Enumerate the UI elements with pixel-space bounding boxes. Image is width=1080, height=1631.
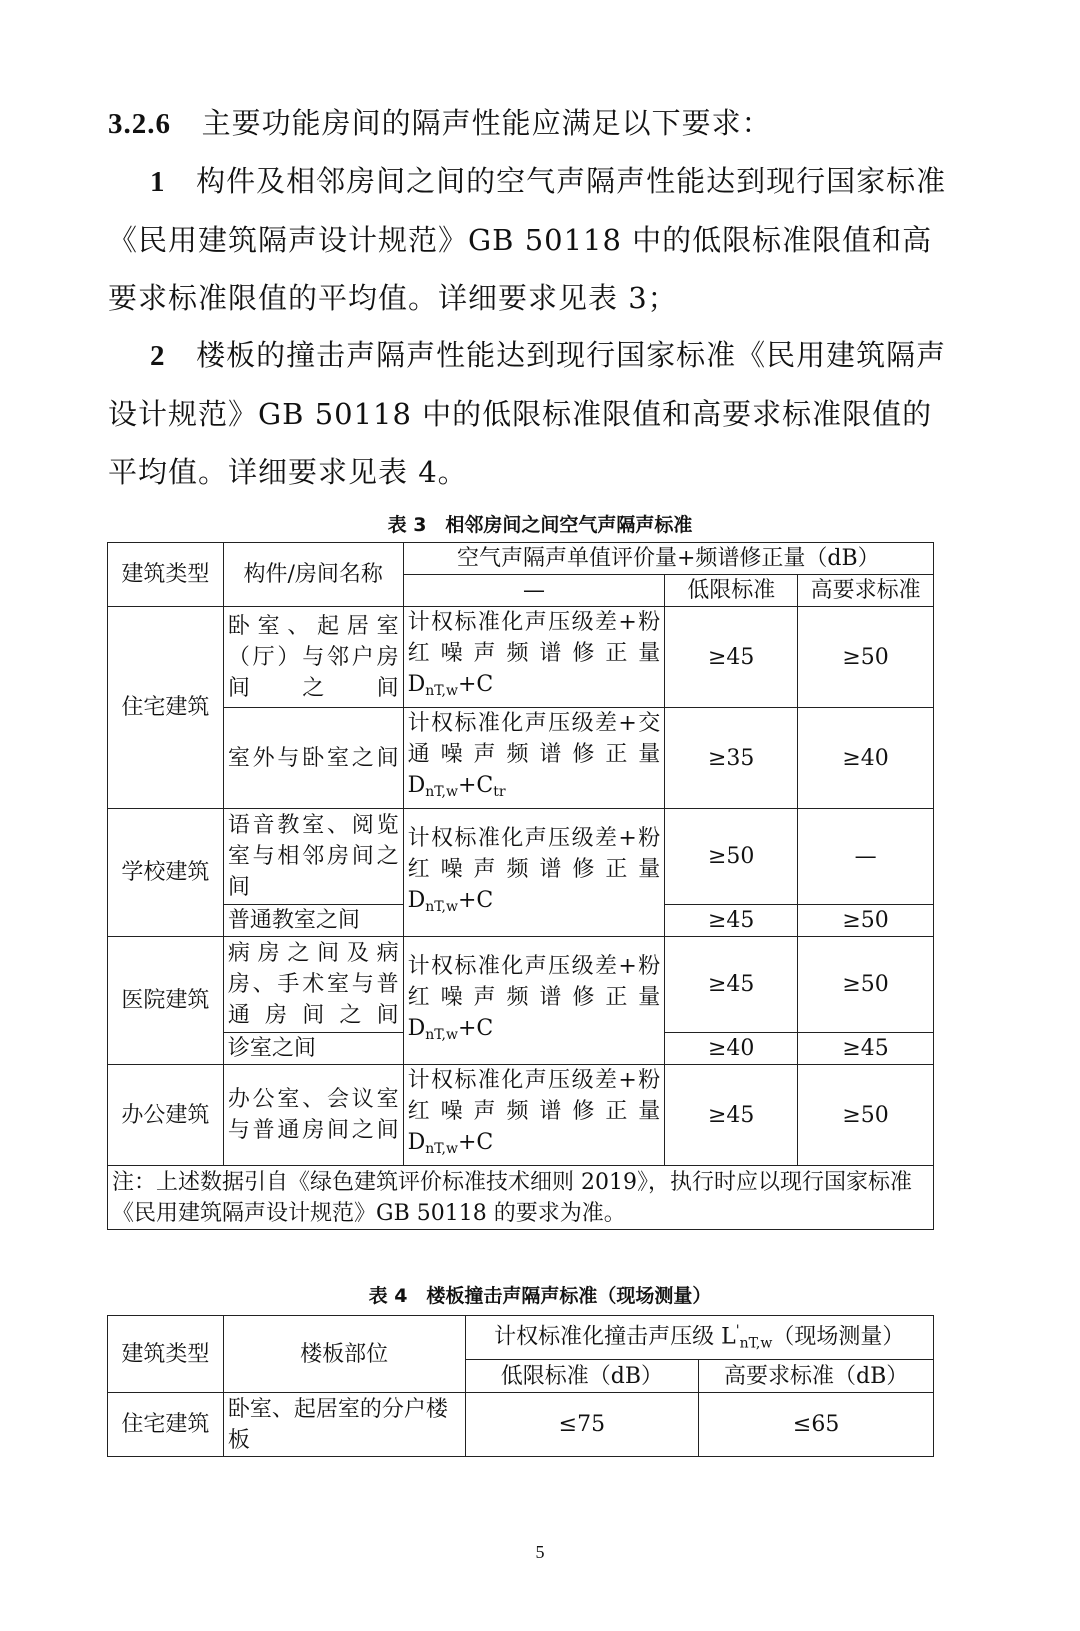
low-value: ≥45: [665, 937, 798, 1033]
room-cell: 室外与卧室之间: [223, 708, 403, 809]
header-floor-position: 楼板部位: [223, 1316, 465, 1393]
header-metric: 空气声隔声单值评价量+频谱修正量（dB）: [403, 543, 933, 575]
metric-symbol: $D_{nT,w}+C$: [407, 672, 494, 699]
high-value: ≥50: [798, 607, 934, 708]
room-cell: 诊室之间: [223, 1033, 403, 1065]
item-text: 构件及相邻房间之间的空气声隔声性能达到现行国家标准《民用建筑隔声设计规范》GB 50118 中的低限标准限值和高要求标准限值的平均值。详细要求见表 3；: [108, 164, 947, 315]
metric-text: 计权标准化声压级差+粉红噪声频谱修正量: [407, 953, 661, 1010]
header-high: 高要求标准: [798, 575, 934, 607]
metric-text: 计权标准化声压级差+粉红噪声频谱修正量: [407, 825, 661, 882]
metric-cell: [403, 937, 665, 1065]
clause-heading: [108, 94, 960, 153]
metric-cell: [403, 607, 665, 708]
high-value: ≥50: [798, 937, 934, 1033]
room-cell: 办公室、会议室与普通房间之间: [223, 1065, 403, 1166]
type-hospital: 医院建筑: [108, 937, 224, 1065]
header-building-type: 建筑类型: [108, 1316, 224, 1393]
header-low: 低限标准（dB）: [465, 1360, 699, 1393]
metric-symbol: $D_{nT,w}+C$: [407, 1015, 494, 1043]
metric-symbol: $D_{nT,w}+C$: [407, 887, 494, 915]
item-number: 1: [150, 166, 166, 198]
high-value: —: [798, 809, 934, 905]
low-value: ≥45: [665, 905, 798, 937]
floor-position-cell: 卧室、起居室的分户楼板: [223, 1393, 465, 1457]
table3-note: 注：上述数据引自《绿色建筑评价标准技术细则 2019》，执行时应以现行国家标准《民用建筑隔声设计规范》GB 50118 的要求为准。: [108, 1166, 934, 1230]
type-residential: 住宅建筑: [108, 1393, 224, 1457]
table3-caption: 表 3 相邻房间之间空气声隔声标准: [387, 514, 693, 536]
room-cell: 语音教室、阅览室与相邻房间之间: [223, 809, 403, 905]
high-value: ≥50: [798, 905, 934, 937]
header-component: 构件/房间名称: [223, 543, 403, 607]
low-value: ≥45: [665, 1065, 798, 1166]
type-office: 办公建筑: [108, 1065, 224, 1166]
type-residential: 住宅建筑: [108, 607, 224, 809]
table3: [107, 542, 934, 1230]
high-value: ≥45: [798, 1033, 934, 1065]
clause-number: 3.2.6: [108, 108, 171, 140]
header-metric: 计权标准化撞击声压级 $L'_{nT,w}$（现场测量）: [465, 1316, 933, 1360]
high-value: ≥50: [798, 1065, 934, 1166]
room-cell: 卧室、起居室（厅）与邻户房间之间: [223, 607, 403, 708]
low-value: ≥45: [665, 607, 798, 708]
header-high: 高要求标准（dB）: [699, 1360, 934, 1393]
metric-text: 计权标准化声压级差+粉红噪声频谱修正量: [407, 1068, 661, 1124]
metric-symbol: $D_{nT,w}+C$: [407, 1130, 494, 1157]
metric-text: 计权标准化声压级差+交通噪声频谱修正量: [407, 711, 661, 767]
metric-cell: [403, 1065, 665, 1166]
room-cell: 普通教室之间: [223, 905, 403, 937]
metric-cell: [403, 809, 665, 937]
page-number: 5: [535, 1542, 545, 1562]
clause-item-1: [108, 152, 960, 327]
low-value: ≤75: [465, 1393, 699, 1457]
table4-caption: 表 4 楼板撞击声隔声标准（现场测量）: [368, 1285, 712, 1307]
clause-text: 主要功能房间的隔声性能应满足以下要求：: [201, 106, 772, 140]
low-value: ≥50: [665, 809, 798, 905]
item-number: 2: [150, 340, 166, 372]
high-value: ≥40: [798, 708, 934, 809]
header-dash: —: [403, 575, 665, 607]
metric-cell: [403, 708, 665, 809]
clause-item-2: [108, 326, 960, 501]
metric-text: 计权标准化声压级差+粉红噪声频谱修正量: [407, 610, 661, 666]
type-school: 学校建筑: [108, 809, 224, 937]
item-text: 楼板的撞击声隔声性能达到现行国家标准《民用建筑隔声设计规范》GB 50118 中的低限标准限值和高要求标准限值的平均值。详细要求见表 4。: [108, 338, 947, 489]
header-low: 低限标准: [665, 575, 798, 607]
low-value: ≥35: [665, 708, 798, 809]
header-building-type: 建筑类型: [108, 543, 224, 607]
room-cell: 病房之间及病房、手术室与普通房间之间: [223, 937, 403, 1033]
table4: [107, 1315, 934, 1457]
high-value: ≤65: [699, 1393, 934, 1457]
metric-symbol: $D_{nT,w}+C_{tr}$: [407, 773, 506, 800]
low-value: ≥40: [665, 1033, 798, 1065]
